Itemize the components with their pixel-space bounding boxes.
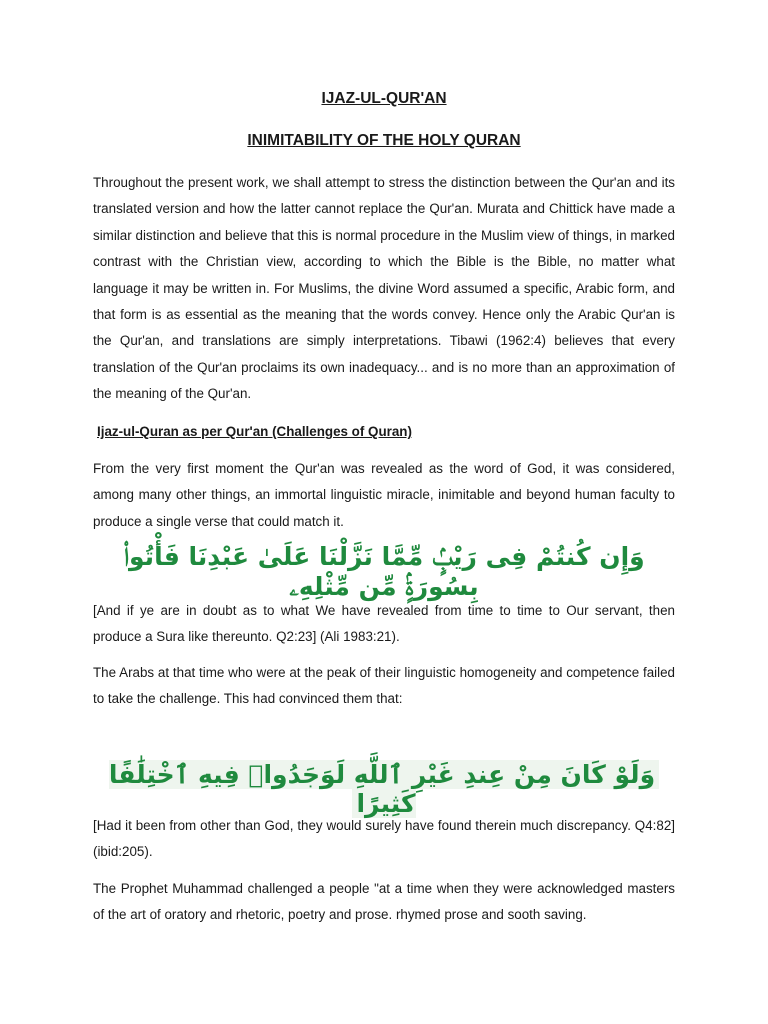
paragraph-translation-q2-23: [And if ye are in doubt as to what We have revealed from time to time to Our servant, then produce a Sura like thereunto. Q2:23] (Ali 1983:21). — [93, 603, 675, 645]
document-subtitle: INIMITABILITY OF THE HOLY QURAN — [247, 132, 521, 149]
paragraph-miracle: From the very first moment the Qur'an was revealed as the word of God, it was considered, among many other things, an immortal linguistic miracle, inimitable and beyond human faculty to produce a single verse that could match it. — [93, 461, 675, 529]
section-heading: Ijaz-ul-Quran as per Qur'an (Challenges of Quran) — [97, 424, 412, 439]
paragraph-translation-q4-82: [Had it been from other than God, they would surely have found therein much discrepancy. Q4:82] (ibid:205). — [93, 818, 675, 860]
arabic-verse-q2-23: وَإِن كُنتُمْ فِى رَيْبٍۢ مِّمَّا نَزَّلْنَا عَلَىٰ عَبْدِنَا فَأْتُوا۟ بِسُورَةٍۢ مِّن مِّثْلِهِۦ — [123, 542, 645, 601]
paragraph-arabs-challenge: The Arabs at that time who were at the peak of their linguistic homogeneity and competence failed to take the challenge. This had convinced them that: — [93, 665, 675, 707]
arabic-verse-q4-82-text: وَلَوْ كَانَ مِنْ عِندِ غَيْرِ ٱللَّهِ لَوَجَدُوا۟ فِيهِ ٱخْتِلَٰفًا كَثِيرًا — [109, 760, 659, 818]
document-title: IJAZ-UL-QUR'AN — [321, 90, 447, 107]
arabic-verse-q4-82 — [93, 760, 675, 818]
paragraph-prophet-challenge: The Prophet Muhammad challenged a people "at a time when they were acknowledged masters of the art of oratory and rhetoric, poetry and prose. rhymed prose and sooth saving. — [93, 881, 675, 923]
paragraph-intro: Throughout the present work, we shall attempt to stress the distinction between the Qur'an and its translated version and how the latter cannot replace the Qur'an. Murata and Chittick have made a similar distinction and believe that this is normal procedure in the Muslim view of things, in marked contrast with the Christian view, according to which the Bible is the Bible, no matter what language it may be written in. For Muslims, the divine Word assumed a specific, Arabic form, and that form is as essential as the meaning that the words convey. Hence only the Arabic Qur'an is the Qur'an, and translations are simply interpretations. Tibawi (1962:4) believes that every translation of the Qur'an proclaims its own inadequacy... and is no more than an approximation of the meaning of the Qur'an. — [93, 175, 675, 402]
